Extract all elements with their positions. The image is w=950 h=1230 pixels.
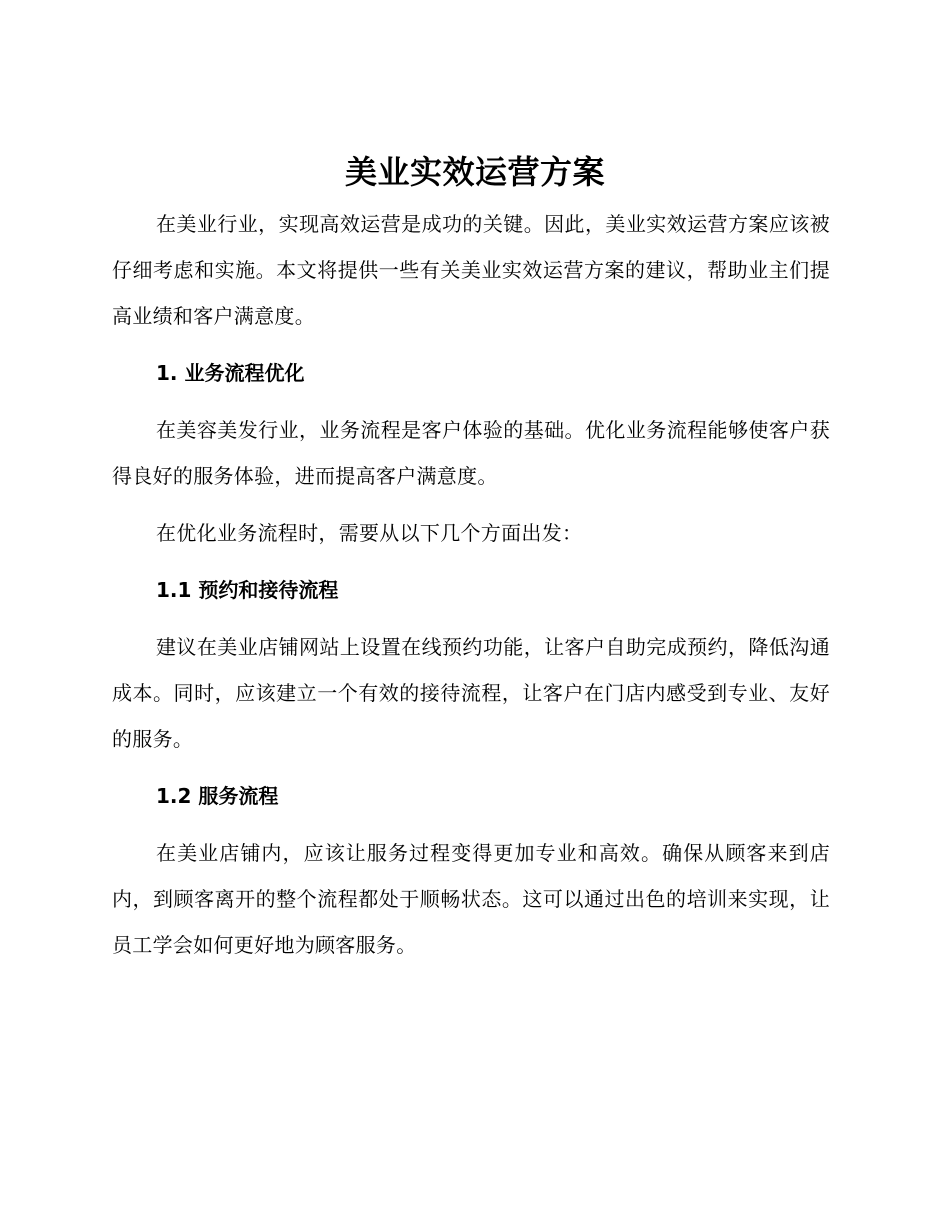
section-paragraph-business-process: 在美容美发行业，业务流程是客户体验的基础。优化业务流程能够使客户获得良好的服务体验，进而提高客户满意度。	[112, 418, 830, 488]
section-paragraph-booking-reception: 建议在美业店铺网站上设置在线预约功能，让客户自助完成预约，降低沟通成本。同时，应该建立一个有效的接待流程，让客户在门店内感受到专业、友好的服务。	[112, 635, 830, 751]
section-heading-booking-reception: 1.1 预约和接待流程	[156, 578, 339, 602]
section-heading-service-process: 1.2 服务流程	[156, 784, 279, 808]
intro-paragraph: 在美业行业，实现高效运营是成功的关键。因此，美业实效运营方案应该被仔细考虑和实施。本文将提供一些有关美业实效运营方案的建议，帮助业主们提高业绩和客户满意度。	[112, 212, 830, 328]
section-paragraph-service-process: 在美业店铺内，应该让服务过程变得更加专业和高效。确保从顾客来到店内，到顾客离开的整个流程都处于顺畅状态。这可以通过出色的培训来实现，让员工学会如何更好地为顾客服务。	[112, 841, 830, 957]
section-paragraph-optimization-aspects: 在优化业务流程时，需要从以下几个方面出发：	[156, 521, 583, 545]
document-title: 美业实效运营方案	[344, 153, 605, 191]
section-heading-business-process: 1. 业务流程优化	[156, 361, 305, 385]
